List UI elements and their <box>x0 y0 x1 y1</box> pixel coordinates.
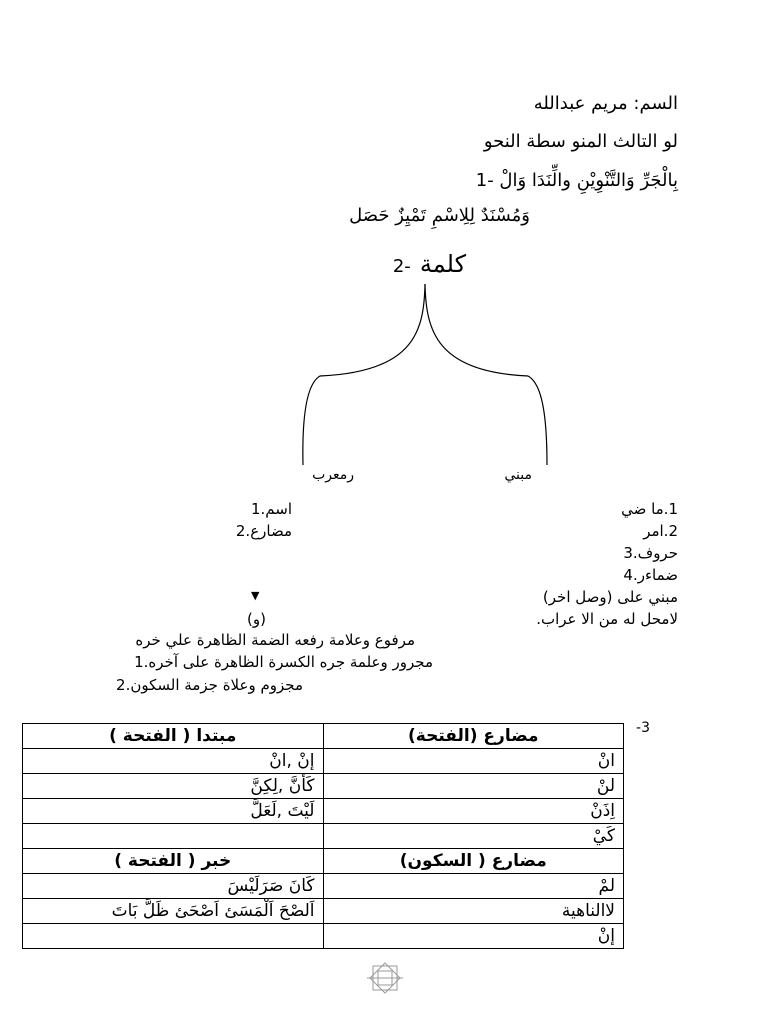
table-cell-mubtada: اَلصْحَ اَلْمَسَئ اَصْحَئ ظَلَّ بَاتَ <box>23 899 324 924</box>
table-cell-mubtada: خبر ( الفتحة ) <box>23 849 324 874</box>
table-cell-mubtada: مبتدا ( الفتحة ) <box>23 724 324 749</box>
table-cell-mudari: إنْ <box>323 924 624 949</box>
table-cell-mudari: لنْ <box>323 774 624 799</box>
table-row <box>23 799 624 824</box>
explanation-majrur: مجرور وعلمة جره الكسرة الظاهرة على آخره.1 <box>134 653 433 671</box>
murab-item-2: مضارع.2 <box>235 522 292 540</box>
down-arrow-icon: ▼ <box>251 589 260 602</box>
kalima-title: كلمة <box>419 250 466 278</box>
branch-mabni: مبني <box>504 467 532 483</box>
table-cell-mubtada: كَأَنَّ ,لِكِنَّ <box>23 774 324 799</box>
table-cell-mudari: مضارع ( السكون) <box>323 849 624 874</box>
mabni-item-4: ضماءر.4 <box>623 566 678 584</box>
table-row <box>23 774 624 799</box>
table-cell-mubtada: كَانَ صَرَلَيْسَ <box>23 874 324 899</box>
class-line: لو التالث المنو سطة النحو <box>483 131 678 152</box>
murab-item-1: اسم.1 <box>250 500 292 518</box>
explanation-marfu: مرفوع وعلامة رفعه الضمة الظاهرة علي خره <box>135 631 415 649</box>
mabni-item-1: 1.ما ضي <box>621 500 678 518</box>
mabni-item-2: 2.امر <box>643 522 678 540</box>
verse-line-2: وَمُسْنَدٌ لِلِاسْمِ تَمْيِزٌ حَصَل <box>349 205 530 226</box>
table-cell-mudari: لمْ <box>323 874 624 899</box>
table-row <box>23 824 624 849</box>
table-cell-mudari: لاالناهية <box>323 899 624 924</box>
waw-label: (و) <box>247 610 266 628</box>
question-3-number: -3 <box>636 720 650 736</box>
table-header-row <box>23 724 624 749</box>
mabni-item-5: مبني على (وصل اخر) <box>542 588 678 606</box>
table-cell-mudari: كَيْ <box>323 824 624 849</box>
table-cell-mubtada: لَيْتَ ,لَعَلَّ <box>23 799 324 824</box>
table-cell-mudari: انْ <box>323 749 624 774</box>
verse-line-1: بِالْجَرِّ وَالتَّنْوِيْنِ والِّنَدَا وَالْ -1 <box>475 170 678 191</box>
explanation-majzum: مجزوم وعلاة جزمة السكون.2 <box>116 676 303 694</box>
question-2-number: -2 <box>392 256 411 277</box>
table-cell-mubtada: إنْ ,انْ <box>23 749 324 774</box>
mabni-item-6: لامحل له من الا عراب. <box>536 610 678 628</box>
page-ornament-icon <box>366 962 404 994</box>
table-row <box>23 924 624 949</box>
table-cell-mudari: مضارع (الفتحة) <box>323 724 624 749</box>
table-row <box>23 749 624 774</box>
mabni-item-3: حروف.3 <box>623 544 678 562</box>
table-cell-mubtada <box>23 824 324 849</box>
table-row <box>23 874 624 899</box>
student-name: السم: مريم عبدالله <box>533 93 678 114</box>
grammar-table <box>22 723 624 949</box>
table-row <box>23 899 624 924</box>
table-cell-mudari: اِذَنْ <box>323 799 624 824</box>
table-header-row <box>23 849 624 874</box>
branch-murab: رمعرب <box>312 467 354 483</box>
table-cell-mubtada <box>23 924 324 949</box>
